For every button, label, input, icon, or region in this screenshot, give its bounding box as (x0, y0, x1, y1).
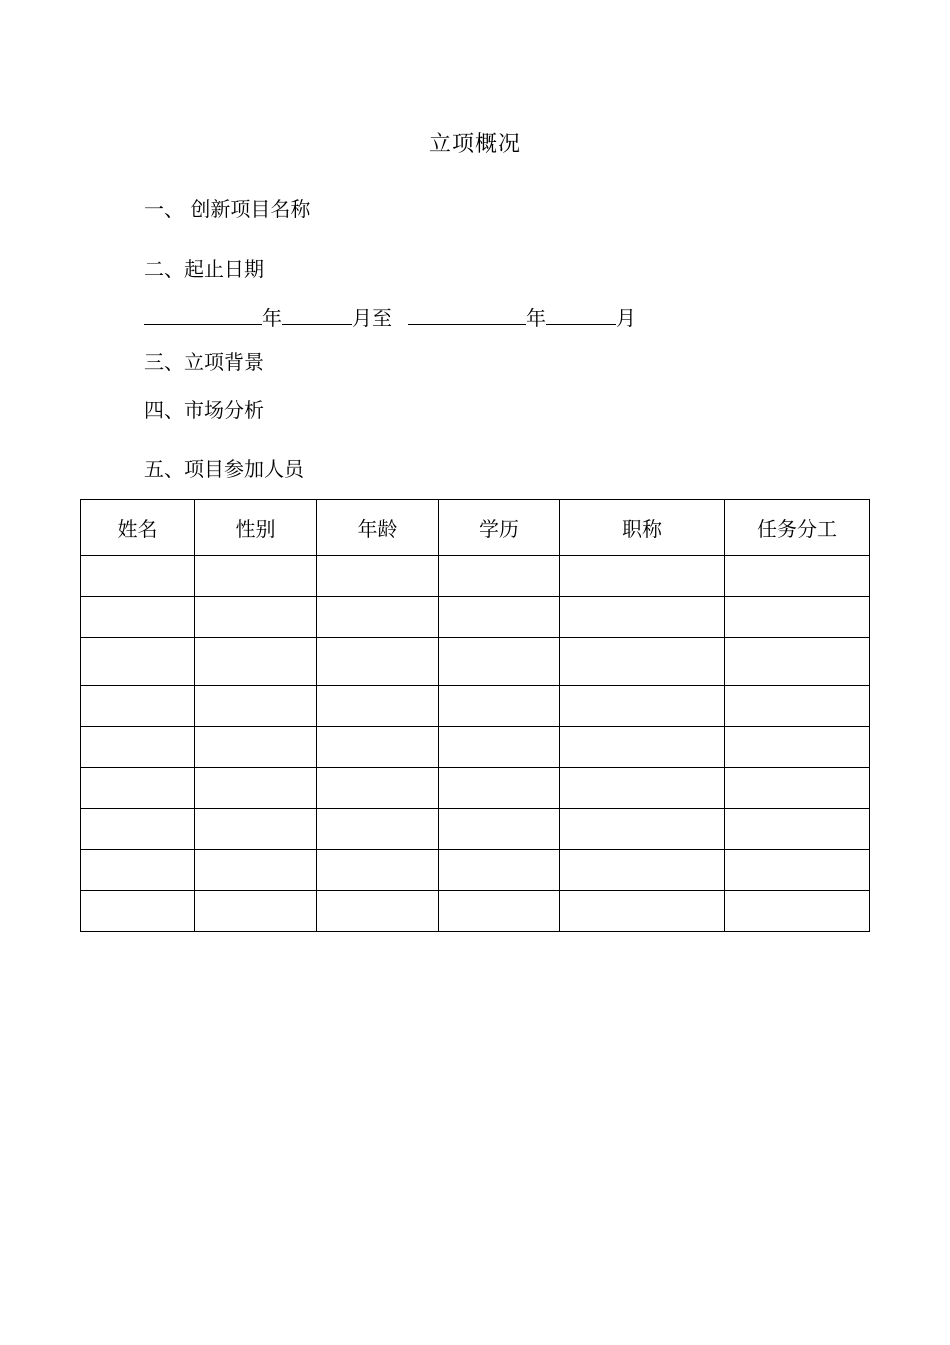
table-cell[interactable] (195, 891, 317, 932)
end-month-label: 月 (616, 306, 636, 330)
start-month-label: 月 (352, 306, 372, 330)
table-cell[interactable] (439, 809, 560, 850)
table-cell[interactable] (725, 809, 870, 850)
header-education: 学历 (439, 500, 560, 556)
table-cell[interactable] (195, 638, 317, 686)
table-cell[interactable] (560, 850, 725, 891)
table-cell[interactable] (725, 597, 870, 638)
table-cell[interactable] (560, 556, 725, 597)
header-title: 职称 (560, 500, 725, 556)
date-range-line (144, 302, 636, 332)
section-project-name: 一、 创新项目名称 (144, 197, 311, 221)
table-cell[interactable] (195, 727, 317, 768)
table-cell[interactable] (81, 809, 195, 850)
table-cell[interactable] (81, 686, 195, 727)
table-cell[interactable] (725, 638, 870, 686)
end-month-blank[interactable] (546, 302, 616, 325)
table-cell[interactable] (725, 556, 870, 597)
section-start-end-date: 二、起止日期 (144, 257, 264, 281)
header-task: 任务分工 (725, 500, 870, 556)
table-row (81, 597, 870, 638)
header-age: 年龄 (317, 500, 439, 556)
table-cell[interactable] (560, 768, 725, 809)
table-cell[interactable] (725, 850, 870, 891)
table-cell[interactable] (317, 809, 439, 850)
table-cell[interactable] (195, 686, 317, 727)
table-cell[interactable] (81, 556, 195, 597)
table-cell[interactable] (560, 638, 725, 686)
start-year-blank[interactable] (144, 302, 262, 325)
table-row (81, 638, 870, 686)
document-title: 立项概况 (428, 132, 521, 157)
table-cell[interactable] (81, 850, 195, 891)
table-cell[interactable] (725, 727, 870, 768)
table-row (81, 891, 870, 932)
table-cell[interactable] (317, 686, 439, 727)
start-month-blank[interactable] (282, 302, 352, 325)
table-cell[interactable] (560, 809, 725, 850)
table-cell[interactable] (560, 597, 725, 638)
table-cell[interactable] (81, 768, 195, 809)
table-cell[interactable] (81, 891, 195, 932)
table-row (81, 768, 870, 809)
table-cell[interactable] (439, 727, 560, 768)
table-cell[interactable] (439, 638, 560, 686)
header-name: 姓名 (81, 500, 195, 556)
table-cell[interactable] (317, 768, 439, 809)
table-cell[interactable] (439, 891, 560, 932)
table-cell[interactable] (81, 727, 195, 768)
table-cell[interactable] (195, 556, 317, 597)
table-row (81, 556, 870, 597)
section-market-analysis: 四、市场分析 (144, 398, 264, 422)
table-cell[interactable] (560, 727, 725, 768)
to-label: 至 (372, 306, 392, 330)
table-cell[interactable] (439, 556, 560, 597)
table-cell[interactable] (195, 809, 317, 850)
table-cell[interactable] (317, 891, 439, 932)
table-cell[interactable] (725, 891, 870, 932)
table-cell[interactable] (725, 768, 870, 809)
table-cell[interactable] (81, 638, 195, 686)
table-cell[interactable] (317, 727, 439, 768)
table-cell[interactable] (439, 686, 560, 727)
start-year-label: 年 (262, 306, 282, 330)
table-row (81, 850, 870, 891)
table-cell[interactable] (317, 597, 439, 638)
end-year-blank[interactable] (408, 302, 526, 325)
table-cell[interactable] (195, 850, 317, 891)
table-cell[interactable] (317, 850, 439, 891)
table-cell[interactable] (560, 686, 725, 727)
table-row (81, 686, 870, 727)
participants-table (80, 499, 870, 932)
table-cell[interactable] (195, 597, 317, 638)
table-cell[interactable] (317, 556, 439, 597)
table-cell[interactable] (81, 597, 195, 638)
table-cell[interactable] (195, 768, 317, 809)
table-header-row (81, 500, 870, 556)
table-cell[interactable] (439, 850, 560, 891)
table-cell[interactable] (439, 597, 560, 638)
table-cell[interactable] (439, 768, 560, 809)
table-row (81, 727, 870, 768)
header-gender: 性别 (195, 500, 317, 556)
section-participants: 五、项目参加人员 (144, 457, 304, 481)
table-row (81, 809, 870, 850)
table-cell[interactable] (317, 638, 439, 686)
section-background: 三、立项背景 (144, 350, 264, 374)
table-cell[interactable] (725, 686, 870, 727)
table-cell[interactable] (560, 891, 725, 932)
end-year-label: 年 (526, 306, 546, 330)
